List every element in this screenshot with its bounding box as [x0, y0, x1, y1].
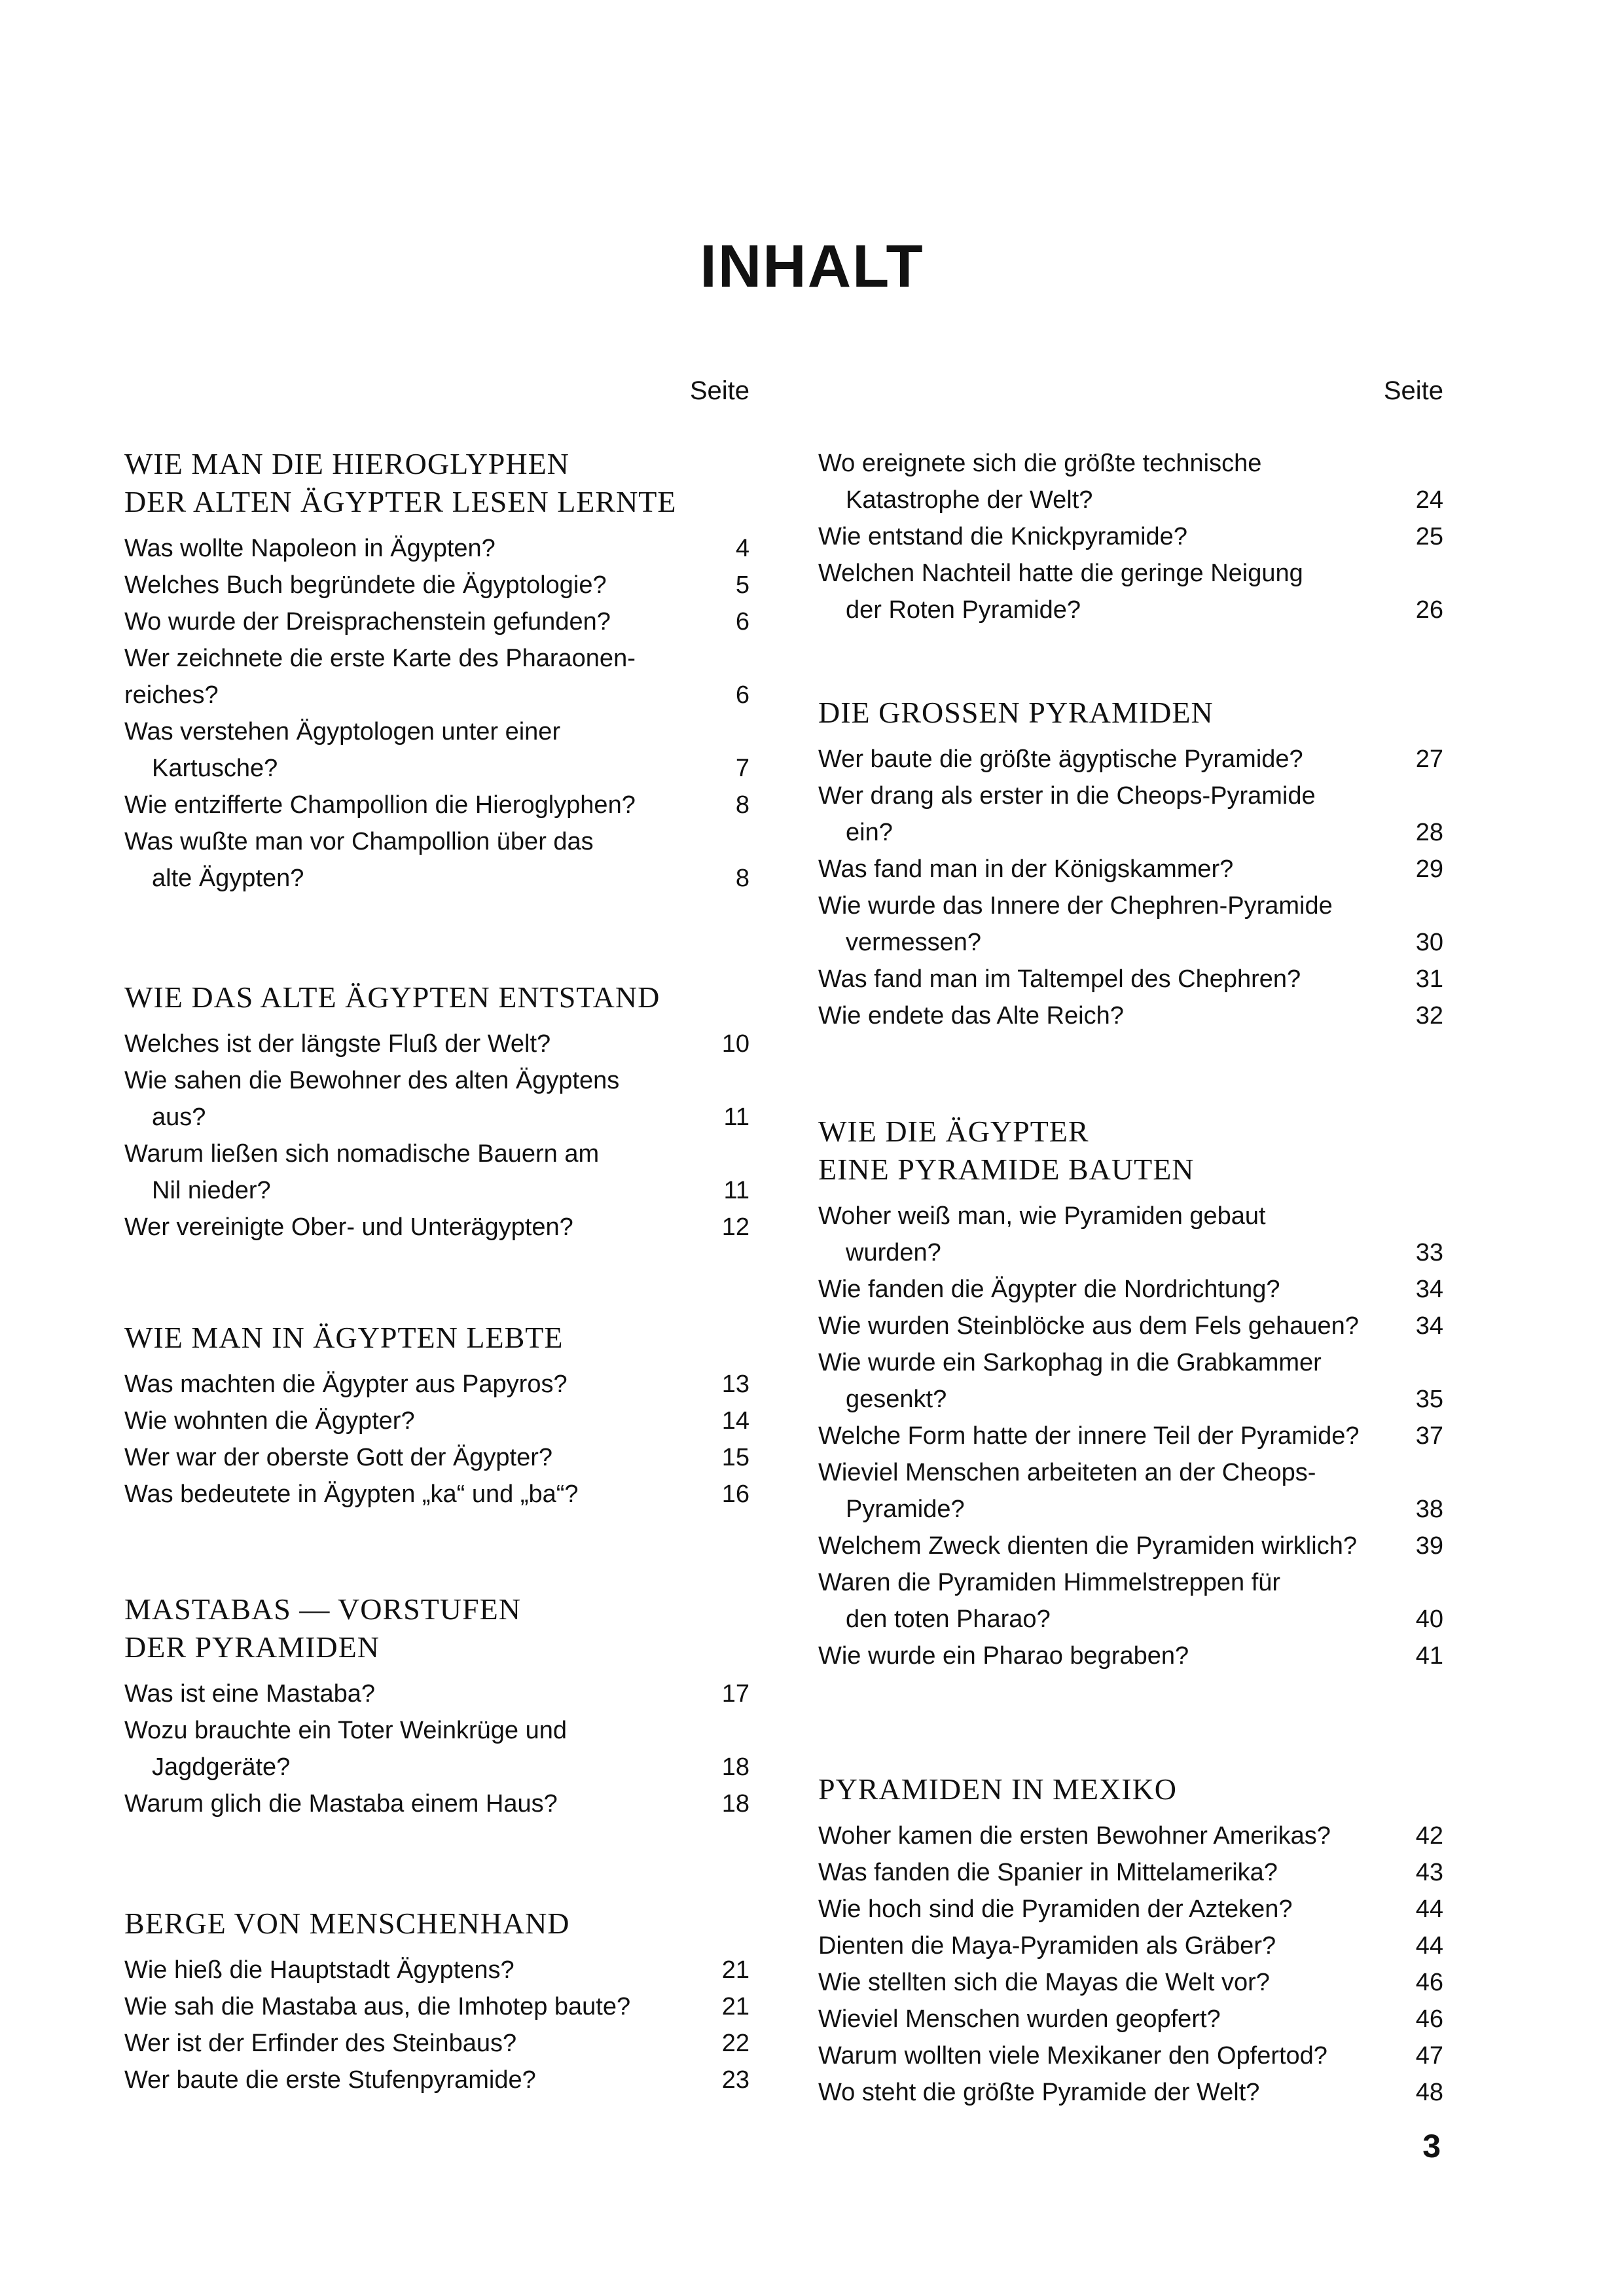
entry-text: Warum ließen sich nomadische Bauern am: [124, 1140, 600, 1168]
section-heading-line: WIE DIE ÄGYPTER: [818, 1115, 1089, 1148]
section-heading-line: DER PYRAMIDEN: [124, 1630, 380, 1664]
toc-section: [124, 445, 749, 897]
entry-text: Wie sah die Mastaba aus, die Imhotep baute?: [124, 1993, 631, 2020]
toc-entry: [818, 1528, 1443, 1564]
toc-entry: [124, 1988, 749, 2025]
entry-page-number: 18: [721, 1753, 749, 1781]
entry-page-number: 4: [735, 535, 749, 562]
entry-text: Was verstehen Ägyptologen unter einer: [124, 718, 561, 745]
entry-page-number: 26: [1415, 596, 1443, 624]
toc-section: [124, 1319, 749, 1513]
entry-text: Woher kamen die ersten Bewohner Amerikas?: [818, 1822, 1331, 1850]
section-heading-line: WIE MAN IN ÄGYPTEN LEBTE: [124, 1321, 564, 1354]
entry-text: Wer ist der Erfinder des Steinbaus?: [124, 2030, 517, 2057]
section-heading: [124, 1590, 749, 1666]
entry-text: Wer baute die größte ägyptische Pyramide?: [818, 745, 1303, 773]
entry-page-number: 24: [1415, 486, 1443, 514]
toc-entry: [818, 1891, 1443, 1928]
entry-page-number: 39: [1415, 1532, 1443, 1560]
entry-page-number: 18: [721, 1790, 749, 1818]
entry-text: Welchem Zweck dienten die Pyramiden wirklich?: [818, 1532, 1357, 1560]
toc-entry: [818, 1344, 1443, 1418]
toc-entry: [818, 1854, 1443, 1891]
toc-entry: [124, 567, 749, 603]
entry-text: Was fanden die Spanier in Mittelamerika?: [818, 1859, 1278, 1886]
toc-entry: [818, 555, 1443, 628]
entry-text: Was ist eine Mastaba?: [124, 1680, 375, 1708]
entry-text: den toten Pharao?: [846, 1605, 1051, 1633]
entry-page-number: 38: [1415, 1496, 1443, 1523]
toc-entry: [818, 1198, 1443, 1271]
entry-text: Welchen Nachteil hatte die geringe Neigung: [818, 560, 1303, 587]
toc-entry: [124, 787, 749, 823]
entry-text: Wie wurde das Innere der Chephren-Pyramide: [818, 892, 1333, 920]
entry-page-number: 6: [735, 681, 749, 709]
toc-entry: [124, 713, 749, 787]
toc-entry: [124, 1676, 749, 1712]
entry-page-number: 12: [721, 1213, 749, 1241]
toc-entry: [818, 1964, 1443, 2001]
entry-text: Nil nieder?: [152, 1177, 271, 1204]
entry-page-number: 5: [735, 571, 749, 599]
entry-text: Wie wurde ein Sarkophag in die Grabkammer: [818, 1349, 1322, 1376]
toc-entry: [818, 1308, 1443, 1344]
section-heading: [818, 1113, 1443, 1189]
entry-text: Wer baute die erste Stufenpyramide?: [124, 2066, 536, 2094]
entry-text: Wer war der oberste Gott der Ägypter?: [124, 1444, 553, 1471]
entry-page-number: 37: [1415, 1422, 1443, 1450]
toc-entry: [818, 2001, 1443, 2037]
entry-page-number: 31: [1415, 965, 1443, 993]
entry-text: Was bedeutete in Ägypten „ka“ und „ba“?: [124, 1480, 579, 1508]
toc-entry: [818, 741, 1443, 778]
entry-text: reiches?: [124, 681, 219, 709]
entry-text: Was wollte Napoleon in Ägypten?: [124, 535, 496, 562]
entry-page-number: 11: [723, 1103, 749, 1131]
entry-page-number: 44: [1415, 1932, 1443, 1960]
entry-page-number: 27: [1415, 745, 1443, 773]
entry-page-number: 30: [1415, 929, 1443, 956]
entry-text: Wie wohnten die Ägypter?: [124, 1407, 415, 1435]
toc-entry: [818, 1818, 1443, 1854]
entry-page-number: 32: [1415, 1002, 1443, 1030]
entry-page-number: 13: [721, 1371, 749, 1398]
toc-entry: [818, 1418, 1443, 1454]
section-heading: [818, 1770, 1443, 1808]
toc-entry: [124, 1136, 749, 1209]
entry-page-number: 16: [721, 1480, 749, 1508]
entry-text: Wie hieß die Hauptstadt Ägyptens?: [124, 1956, 514, 1984]
toc-entry: [818, 997, 1443, 1034]
entry-text: Wer drang als erster in die Cheops-Pyramide: [818, 782, 1316, 810]
toc-entry: [818, 518, 1443, 555]
entry-page-number: 14: [721, 1407, 749, 1435]
entry-text: Wie entzifferte Champollion die Hieroglyphen?: [124, 791, 636, 819]
toc-section: [818, 1113, 1443, 1674]
toc-entry: [124, 1209, 749, 1246]
section-heading: [124, 1319, 749, 1357]
entry-page-number: 41: [1415, 1642, 1443, 1670]
toc-entry: [124, 530, 749, 567]
entry-text: Was fand man in der Königskammer?: [818, 855, 1234, 883]
entry-text: Wo ereignete sich die größte technische: [818, 450, 1262, 477]
toc-entry: [818, 1454, 1443, 1528]
toc-entry: [124, 1785, 749, 1822]
entry-text: Warum glich die Mastaba einem Haus?: [124, 1790, 558, 1818]
toc-entry: [818, 1638, 1443, 1674]
entry-text: gesenkt?: [846, 1386, 947, 1413]
entry-text: Wie wurden Steinblöcke aus dem Fels gehauen?: [818, 1312, 1359, 1340]
entry-page-number: 8: [735, 791, 749, 819]
entry-text: Katastrophe der Welt?: [846, 486, 1093, 514]
toc-section: [124, 1590, 749, 1822]
entry-page-number: 35: [1415, 1386, 1443, 1413]
entry-text: Waren die Pyramiden Himmelstreppen für: [818, 1569, 1281, 1596]
toc-entry: [818, 961, 1443, 997]
entry-text: Wer vereinigte Ober- und Unterägypten?: [124, 1213, 573, 1241]
entry-page-number: 43: [1415, 1859, 1443, 1886]
toc-entry: [124, 1403, 749, 1439]
toc-entry: [818, 2037, 1443, 2074]
entry-page-number: 33: [1415, 1239, 1443, 1266]
toc-entry: [124, 1062, 749, 1136]
entry-page-number: 21: [721, 1993, 749, 2020]
toc-entry: [818, 2074, 1443, 2111]
section-heading: [124, 978, 749, 1016]
entry-page-number: 42: [1415, 1822, 1443, 1850]
entry-text: alte Ägypten?: [152, 865, 304, 892]
entry-text: der Roten Pyramide?: [846, 596, 1081, 624]
entry-text: Wo steht die größte Pyramide der Welt?: [818, 2079, 1260, 2106]
toc-section: [124, 978, 749, 1246]
entry-text: Wie endete das Alte Reich?: [818, 1002, 1124, 1030]
toc-entry: [124, 640, 749, 713]
toc-entry: [818, 888, 1443, 961]
toc-entry: [124, 1712, 749, 1785]
entry-text: aus?: [152, 1103, 206, 1131]
entry-text: Was machten die Ägypter aus Papyros?: [124, 1371, 568, 1398]
toc-entry: [124, 823, 749, 897]
entry-text: Wie entstand die Knickpyramide?: [818, 523, 1187, 550]
toc-entry: [124, 1952, 749, 1988]
entry-text: Jagdgeräte?: [152, 1753, 291, 1781]
section-heading-line: DER ALTEN ÄGYPTER LESEN LERNTE: [124, 485, 677, 518]
entry-page-number: 46: [1415, 2005, 1443, 2033]
entry-text: Wie hoch sind die Pyramiden der Azteken?: [818, 1895, 1293, 1923]
entry-text: Wieviel Menschen wurden geopfert?: [818, 2005, 1221, 2033]
entry-text: ein?: [846, 819, 893, 846]
toc-section: [818, 694, 1443, 1034]
entry-text: Wozu brauchte ein Toter Weinkrüge und: [124, 1717, 567, 1744]
section-heading-line: EINE PYRAMIDE BAUTEN: [818, 1153, 1195, 1186]
entry-text: Dienten die Maya-Pyramiden als Gräber?: [818, 1932, 1276, 1960]
entry-text: Welches ist der längste Fluß der Welt?: [124, 1030, 551, 1058]
entry-page-number: 28: [1415, 819, 1443, 846]
toc-entry: [124, 1476, 749, 1513]
toc-entry: [124, 1026, 749, 1062]
section-heading-line: PYRAMIDEN IN MEXIKO: [818, 1772, 1177, 1806]
entry-page-number: 7: [735, 755, 749, 782]
toc-entry: [818, 851, 1443, 888]
entry-page-number: 34: [1415, 1276, 1443, 1303]
entry-text: Wer zeichnete die erste Karte des Pharaonen-: [124, 645, 636, 672]
entry-text: vermessen?: [846, 929, 981, 956]
section-heading: [124, 445, 749, 521]
toc-section: [818, 445, 1443, 628]
entry-text: Was fand man im Taltempel des Chephren?: [818, 965, 1301, 993]
toc-entry: [124, 1366, 749, 1403]
entry-text: Welches Buch begründete die Ägyptologie?: [124, 571, 607, 599]
toc-entry: [818, 1564, 1443, 1638]
entry-page-number: 6: [735, 608, 749, 636]
toc-entry: [124, 2025, 749, 2062]
page-title: INHALT: [700, 233, 924, 300]
section-heading-line: WIE MAN DIE HIEROGLYPHEN: [124, 447, 569, 480]
entry-page-number: 21: [721, 1956, 749, 1984]
entry-text: Kartusche?: [152, 755, 278, 782]
section-heading: [818, 694, 1443, 732]
section-heading-line: DIE GROSSEN PYRAMIDEN: [818, 696, 1214, 729]
entry-page-number: 8: [735, 865, 749, 892]
entry-text: Wieviel Menschen arbeiteten an der Cheops-: [818, 1459, 1316, 1486]
toc-entry: [124, 1439, 749, 1476]
toc-entry: [124, 2062, 749, 2098]
entry-page-number: 34: [1415, 1312, 1443, 1340]
entry-page-number: 29: [1415, 855, 1443, 883]
toc-entry: [818, 445, 1443, 518]
toc-entry: [124, 603, 749, 640]
entry-text: Wie sahen die Bewohner des alten Ägyptens: [124, 1067, 620, 1094]
entry-page-number: 22: [721, 2030, 749, 2057]
seite-label-left: Seite: [689, 376, 749, 405]
entry-page-number: 48: [1415, 2079, 1443, 2106]
entry-text: Woher weiß man, wie Pyramiden gebaut: [818, 1202, 1266, 1230]
entry-text: wurden?: [846, 1239, 941, 1266]
entry-page-number: 23: [721, 2066, 749, 2094]
entry-page-number: 44: [1415, 1895, 1443, 1923]
entry-text: Warum wollten viele Mexikaner den Opfertod?: [818, 2042, 1327, 2070]
entry-text: Wie wurde ein Pharao begraben?: [818, 1642, 1189, 1670]
toc-section: [818, 1770, 1443, 2111]
entry-page-number: 40: [1415, 1605, 1443, 1633]
entry-text: Wo wurde der Dreisprachenstein gefunden?: [124, 608, 611, 636]
entry-text: Wie stellten sich die Mayas die Welt vor?: [818, 1969, 1270, 1996]
section-heading-line: BERGE VON MENSCHENHAND: [124, 1907, 570, 1940]
entry-page-number: 25: [1415, 523, 1443, 550]
entry-page-number: 11: [723, 1177, 749, 1204]
toc-entry: [818, 778, 1443, 851]
entry-page-number: 17: [721, 1680, 749, 1708]
entry-page-number: 10: [721, 1030, 749, 1058]
entry-page-number: 46: [1415, 1969, 1443, 1996]
toc-entry: [818, 1271, 1443, 1308]
page-number: 3: [1422, 2128, 1441, 2164]
toc-entry: [818, 1928, 1443, 1964]
entry-page-number: 15: [721, 1444, 749, 1471]
seite-label-right: Seite: [1383, 376, 1443, 405]
entry-page-number: 47: [1415, 2042, 1443, 2070]
toc-section: [124, 1905, 749, 2098]
entry-text: Wie fanden die Ägypter die Nordrichtung?: [818, 1276, 1280, 1303]
section-heading: [124, 1905, 749, 1943]
entry-text: Pyramide?: [846, 1496, 965, 1523]
section-heading-line: WIE DAS ALTE ÄGYPTEN ENTSTAND: [124, 980, 660, 1014]
section-heading-line: MASTABAS — VORSTUFEN: [124, 1592, 521, 1626]
entry-text: Welche Form hatte der innere Teil der Pyramide?: [818, 1422, 1360, 1450]
entry-text: Was wußte man vor Champollion über das: [124, 828, 594, 855]
